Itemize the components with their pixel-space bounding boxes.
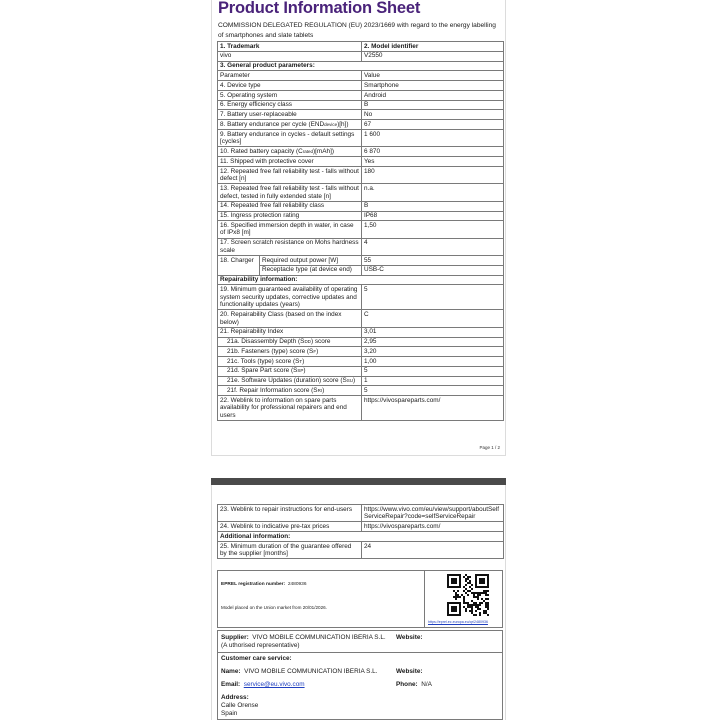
tools-value: 1,00 xyxy=(362,357,504,367)
protective-cover-label: 11. Shipped with protective cover xyxy=(218,157,362,167)
charger-power-label: Required output power [W] xyxy=(260,256,362,266)
scratch-label: 17. Screen scratch resistance on Mohs hardness scale xyxy=(218,238,362,255)
repair-index-label: 21. Repairability Index xyxy=(218,327,362,337)
guarantee-value: 24 xyxy=(362,541,504,558)
repair-class-label: 20. Repairability Class (based on the index below) xyxy=(218,310,362,327)
free-fall-extended-value: n.a. xyxy=(362,184,504,201)
supplier-line: Supplier: VIVO MOBILE COMMUNICATION IBERIA S.L. (A uthorised representative) xyxy=(221,634,386,649)
qr-zone xyxy=(424,571,504,627)
spare-part-label: 21d. Spare Part score (SSP) xyxy=(218,366,362,376)
endurance-cycles-value: 1 600 xyxy=(362,130,504,147)
os-value: Android xyxy=(362,90,504,100)
software-updates-label: 21e. Software Updates (duration) score (SSU) xyxy=(218,376,362,386)
os-updates-label: 19. Minimum guaranteed availability of operating system security updates, corrective updates and functionality updates (years) xyxy=(218,285,362,310)
endurance-cycle-label: 8. Battery endurance per cycle (ENDdevice)[h]) xyxy=(218,120,362,130)
receptacle-value: USB-C xyxy=(362,265,504,275)
device-type-label: 4. Device type xyxy=(218,81,362,91)
tools-label: 21c. Tools (type) score (ST) xyxy=(218,357,362,367)
ingress-label: 15. Ingress protection rating xyxy=(218,211,362,221)
free-fall-class-value: B xyxy=(362,201,504,211)
customer-care-heading: Customer care service: xyxy=(221,655,292,662)
battery-replaceable-label: 7. Battery user-replaceable xyxy=(218,110,362,120)
care-name: Name: VIVO MOBILE COMMUNICATION IBERIA S.L. xyxy=(221,668,378,675)
charger-power-value: 55 xyxy=(362,256,504,266)
software-updates-value: 1 xyxy=(362,376,504,386)
free-fall-label: 12. Repeated free fall reliability test - falls without defect [n] xyxy=(218,166,362,183)
battery-capacity-label: 10. Rated battery capacity (Crated)[mAh]) xyxy=(218,147,362,157)
eprel-box xyxy=(217,570,503,628)
receptacle-label: Receptacle type (at device end) xyxy=(260,265,362,275)
battery-replaceable-value: No xyxy=(362,110,504,120)
prices-label: 24. Weblink to indicative pre-tax prices xyxy=(218,522,362,532)
supplier-box xyxy=(217,630,503,720)
repair-instructions-label: 23. Weblink to repair instructions for end-users xyxy=(218,505,362,522)
repair-info-value: 5 xyxy=(362,386,504,396)
endurance-cycle-value: 67 xyxy=(362,120,504,130)
model-label: 2. Model identifier xyxy=(362,42,504,52)
battery-capacity-value: 6 870 xyxy=(362,147,504,157)
free-fall-value: 180 xyxy=(362,166,504,183)
page2-table xyxy=(217,504,504,559)
page-1 xyxy=(211,0,506,456)
spare-parts-link[interactable]: https://vivospareparts.com/ xyxy=(362,396,504,421)
disassembly-label: 21a. Disassembly Depth (SDD) score xyxy=(218,337,362,347)
fasteners-value: 3,20 xyxy=(362,347,504,357)
value-header: Value xyxy=(362,71,504,81)
repair-heading: Repairability information: xyxy=(218,275,504,285)
param-header: Parameter xyxy=(218,71,362,81)
fasteners-label: 21b. Fasteners (type) score (SF) xyxy=(218,347,362,357)
page-number: Page 1 / 2 xyxy=(479,445,500,450)
spare-part-value: 5 xyxy=(362,366,504,376)
os-updates-value: 5 xyxy=(362,285,504,310)
trademark-label: 1. Trademark xyxy=(218,42,362,52)
disassembly-value: 2,95 xyxy=(362,337,504,347)
page-2 xyxy=(211,485,506,720)
market-placement: Model placed on the Union market from 20/01/2026. xyxy=(221,605,327,610)
product-table xyxy=(217,41,504,421)
care-email-link[interactable]: service@eu.vivo.com xyxy=(243,681,305,688)
guarantee-label: 25. Minimum duration of the guarantee offered by the supplier [months] xyxy=(218,541,362,558)
repair-class-value: C xyxy=(362,310,504,327)
regulation-subtitle: COMMISSION DELEGATED REGULATION (EU) 2023/1669 with regard to the energy labelling of smartphones and slate tablets xyxy=(218,22,496,39)
care-email: Email: service@eu.vivo.com xyxy=(221,681,305,688)
supplier-website-label: Website: xyxy=(396,634,423,641)
endurance-cycles-label: 9. Battery endurance in cycles - default settings [cycles] xyxy=(218,130,362,147)
general-heading: 3. General product parameters: xyxy=(218,61,504,71)
device-type-value: Smartphone xyxy=(362,81,504,91)
care-address-label: Address: xyxy=(221,694,249,701)
spare-parts-label: 22. Weblink to information on spare parts availability for professional repairers and end users xyxy=(218,396,362,421)
energy-class-label: 6. Energy efficiency class xyxy=(218,100,362,110)
energy-class-value: B xyxy=(362,100,504,110)
care-address-line2: Spain xyxy=(221,710,238,717)
prices-link[interactable]: https://vivospareparts.com/ xyxy=(362,522,504,532)
charger-label: 18. Charger xyxy=(218,256,260,276)
model-value: V2550 xyxy=(362,51,504,61)
free-fall-class-label: 14. Repeated free fall reliability class xyxy=(218,201,362,211)
repair-index-value: 3,01 xyxy=(362,327,504,337)
care-website-label: Website: xyxy=(396,668,423,675)
eprel-qr-link[interactable]: https://eprel.ec.europa.eu/qr/2480936 xyxy=(428,620,488,624)
protective-cover-value: Yes xyxy=(362,157,504,167)
additional-heading: Additional information: xyxy=(218,532,504,542)
trademark-value: vivo xyxy=(218,51,362,61)
qr-code-icon[interactable] xyxy=(447,574,489,616)
immersion-value: 1,50 xyxy=(362,221,504,238)
page-separator xyxy=(211,478,506,485)
care-phone: Phone: N/A xyxy=(396,681,432,688)
repair-instructions-link[interactable]: https://www.vivo.com/eu/view/support/aboutSelfServiceRepair?code=selfServiceRepair xyxy=(362,505,504,522)
free-fall-extended-label: 13. Repeated free fall reliability test - falls without defect, tested in fully extended state [n] xyxy=(218,184,362,201)
os-label: 5. Operating system xyxy=(218,90,362,100)
ingress-value: IP68 xyxy=(362,211,504,221)
scratch-value: 4 xyxy=(362,238,504,255)
care-address-line1: Calle Orense xyxy=(221,702,259,709)
repair-info-label: 21f. Repair Information score (SRI) xyxy=(218,386,362,396)
eprel-registration: EPREL registration number: 2480936 xyxy=(221,582,307,587)
immersion-label: 16. Specified immersion depth in water, in case of IPx8 [m] xyxy=(218,221,362,238)
page-title: Product Information Sheet xyxy=(218,0,421,17)
